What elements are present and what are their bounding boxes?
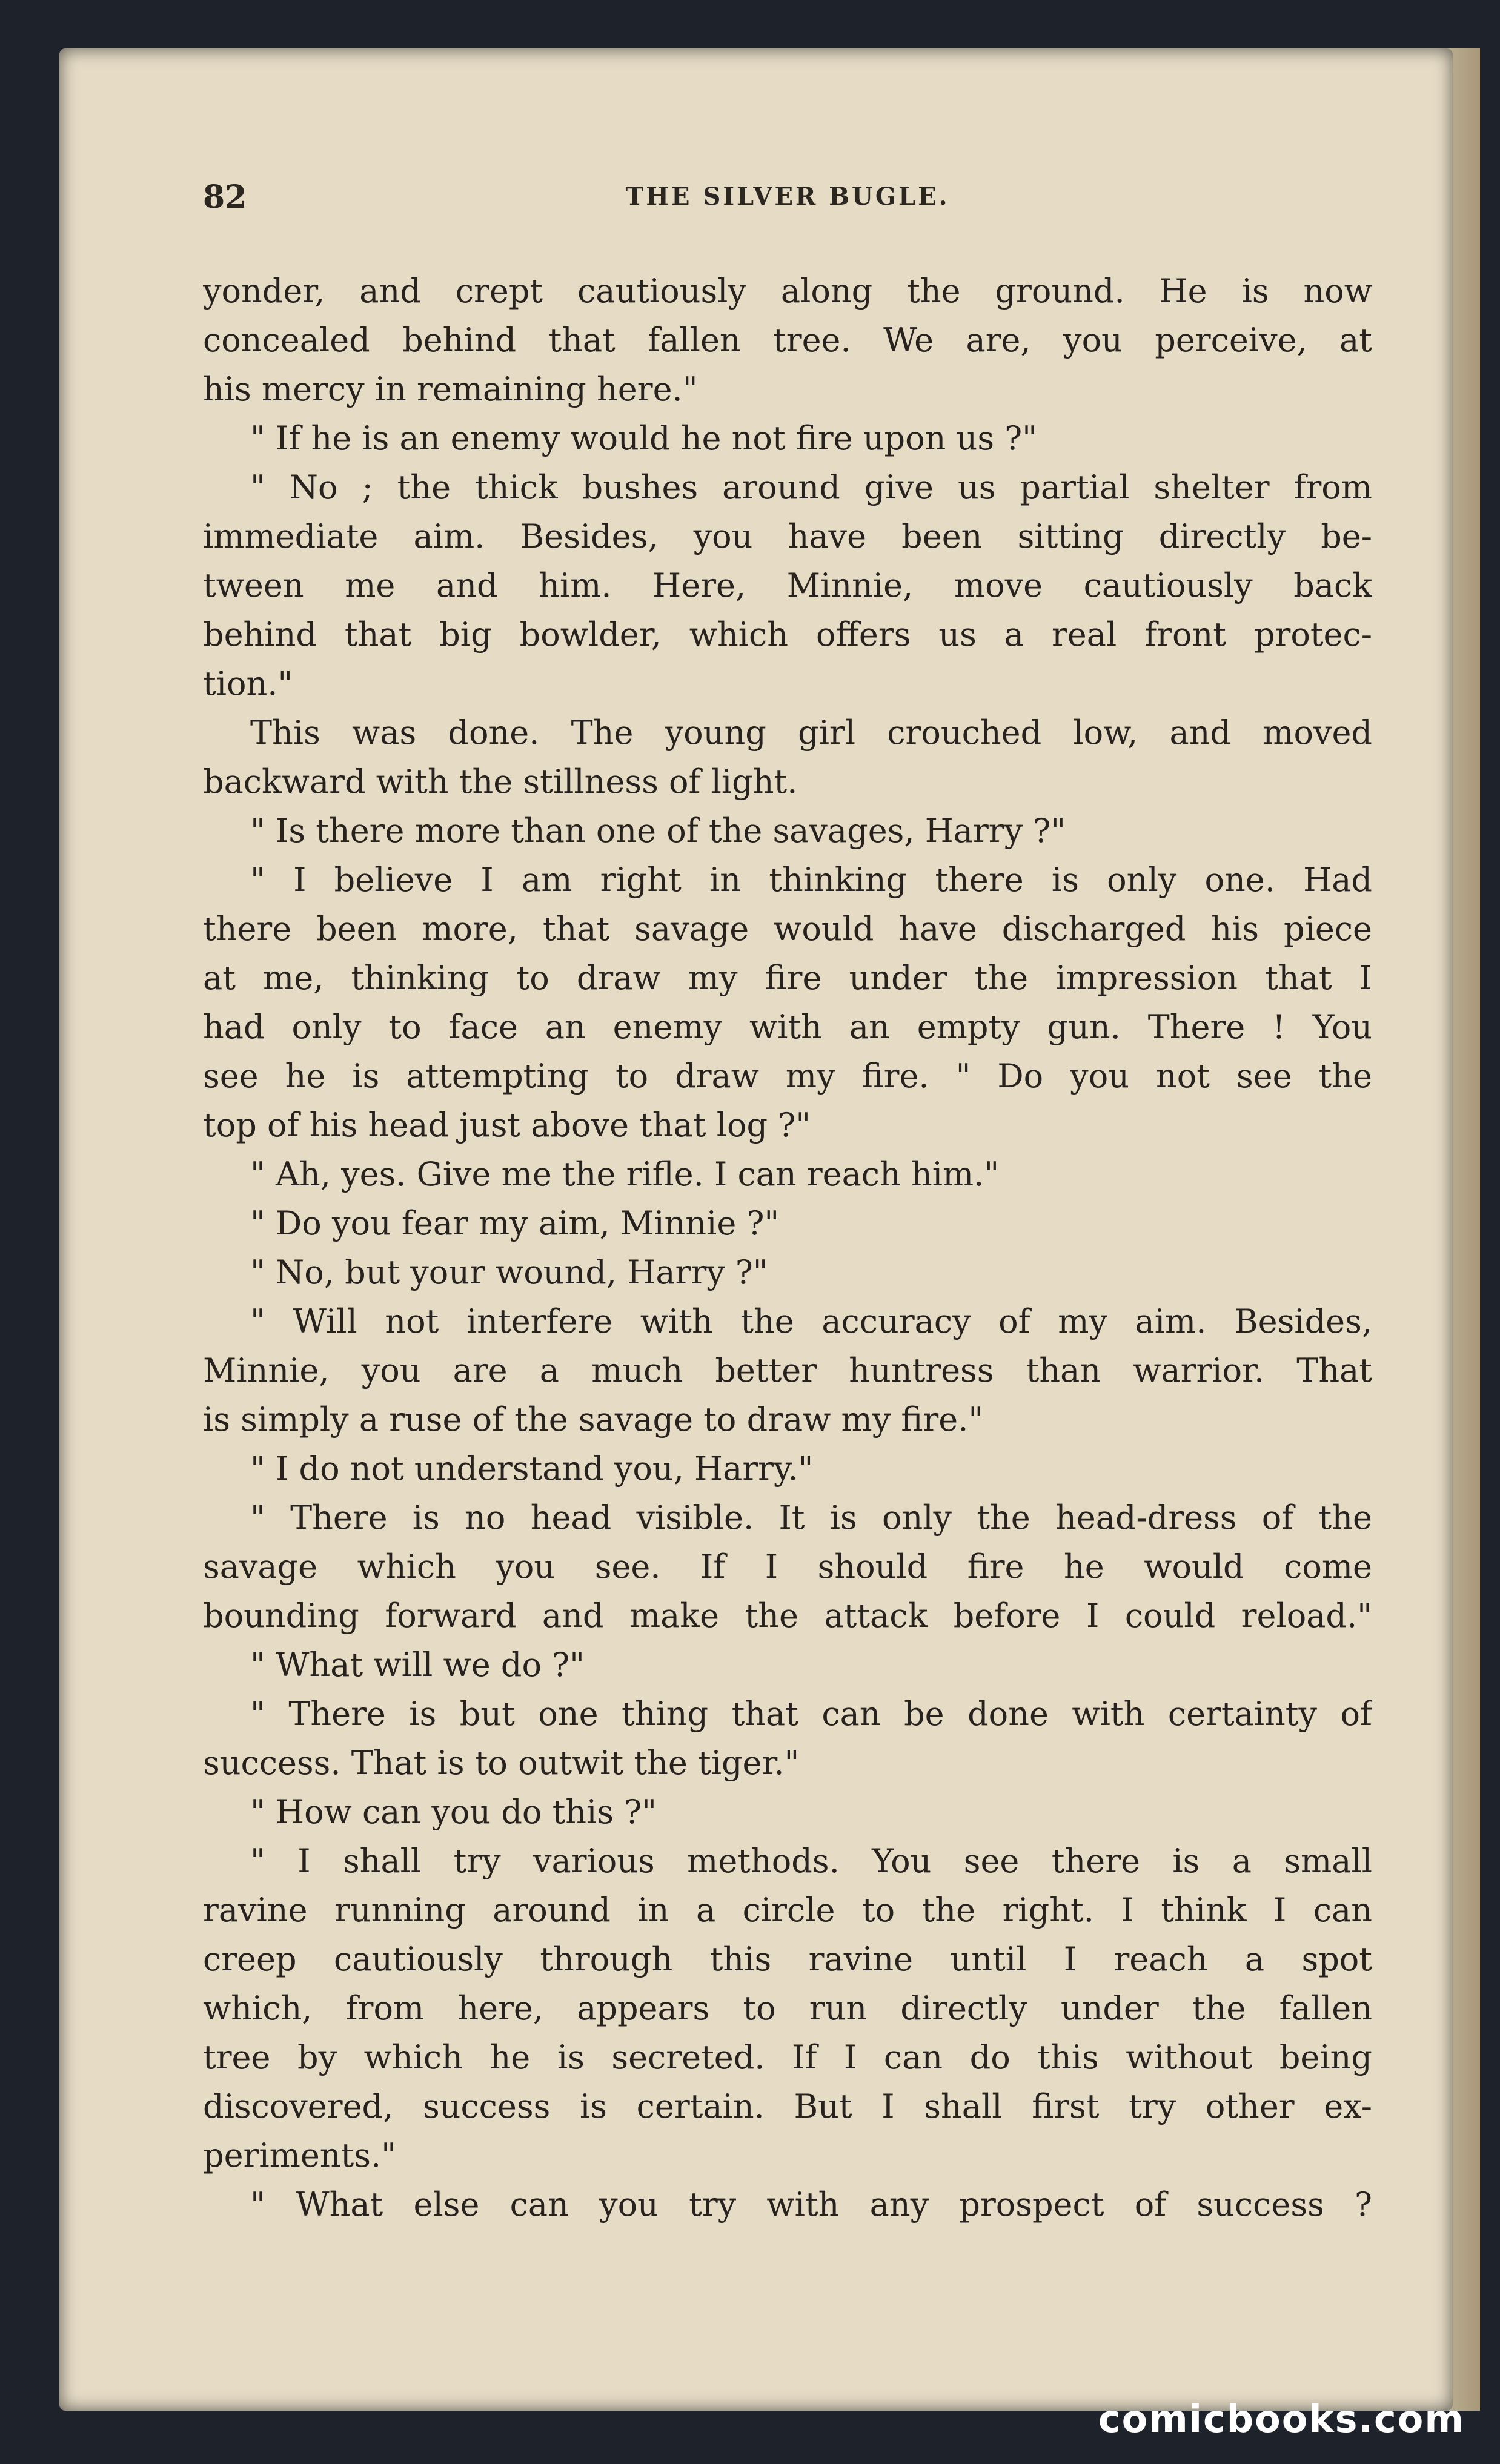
text-line: " I do not understand you, Harry." xyxy=(250,1449,814,1488)
text-line: " Is there more than one of the savages, Harry ?" xyxy=(250,812,1066,850)
text-line: see he is attempting to draw my fire. " Do you not see the xyxy=(203,1057,1372,1095)
text-line: " What will we do ?" xyxy=(250,1646,585,1684)
text-line: creep cautiously through this ravine until I reach a spot xyxy=(203,1940,1372,1978)
text-line: " What else can you try with any prospect of success ? xyxy=(250,2185,1372,2224)
body-text xyxy=(203,267,1372,2229)
text-line: which, from here, appears to run directly under the fallen xyxy=(203,1989,1372,2027)
text-line: bounding forward and make the attack before I could reload." xyxy=(203,1597,1372,1635)
text-line: discovered, success is certain. But I shall first try other ex- xyxy=(203,2087,1372,2125)
text-line: periments." xyxy=(203,2136,396,2174)
running-title: THE SILVER BUGLE. xyxy=(625,182,950,211)
text-line: there been more, that savage would have discharged his piece xyxy=(203,910,1372,948)
text-line: success. That is to outwit the tiger." xyxy=(203,1744,800,1782)
text-line: tween me and him. Here, Minnie, move cautiously back xyxy=(203,566,1372,604)
text-line: " No, but your wound, Harry ?" xyxy=(250,1253,768,1291)
text-line: " There is but one thing that can be done with certainty of xyxy=(250,1695,1372,1733)
text-line: " Will not interfere with the accuracy of my aim. Besides, xyxy=(250,1302,1372,1340)
text-line: " I believe I am right in thinking there is only one. Had xyxy=(250,861,1372,899)
running-head xyxy=(203,179,1372,227)
text-line: " How can you do this ?" xyxy=(250,1793,657,1831)
page-number: 82 xyxy=(203,179,247,216)
text-line: immediate aim. Besides, you have been sitting directly be- xyxy=(203,517,1372,555)
text-line: backward with the stillness of light. xyxy=(203,763,798,801)
text-line: had only to face an enemy with an empty gun. There ! You xyxy=(203,1008,1372,1046)
text-line: yonder, and crept cautiously along the ground. He is now xyxy=(203,272,1372,310)
text-line: savage which you see. If I should fire he would come xyxy=(203,1548,1372,1586)
text-line: his mercy in remaining here." xyxy=(203,370,698,408)
text-line: " I shall try various methods. You see there is a small xyxy=(250,1842,1372,1880)
watermark: comicbooks.com xyxy=(1098,2397,1465,2441)
text-line: " If he is an enemy would he not fire upon us ?" xyxy=(250,419,1038,457)
text-line: " Ah, yes. Give me the rifle. I can reach him." xyxy=(250,1155,1000,1193)
text-line: " Do you fear my aim, Minnie ?" xyxy=(250,1204,780,1242)
text-line: is simply a ruse of the savage to draw my fire." xyxy=(203,1400,984,1439)
text-line: top of his head just above that log ?" xyxy=(203,1106,811,1144)
text-line: concealed behind that fallen tree. We are, you perceive, at xyxy=(203,321,1372,359)
text-line: tion." xyxy=(203,664,293,703)
text-line: This was done. The young girl crouched low, and moved xyxy=(250,714,1372,752)
text-line: at me, thinking to draw my fire under the impression that I xyxy=(203,959,1372,997)
text-line: " No ; the thick bushes around give us partial shelter from xyxy=(250,468,1372,506)
text-line: " There is no head visible. It is only the head-dress of the xyxy=(250,1499,1372,1537)
text-line: tree by which he is secreted. If I can do this without being xyxy=(203,2038,1372,2076)
text-line: Minnie, you are a much better huntress than warrior. That xyxy=(203,1351,1372,1389)
text-line: behind that big bowlder, which offers us a real front protec- xyxy=(203,615,1372,654)
text-line: ravine running around in a circle to the right. I think I can xyxy=(203,1891,1372,1929)
